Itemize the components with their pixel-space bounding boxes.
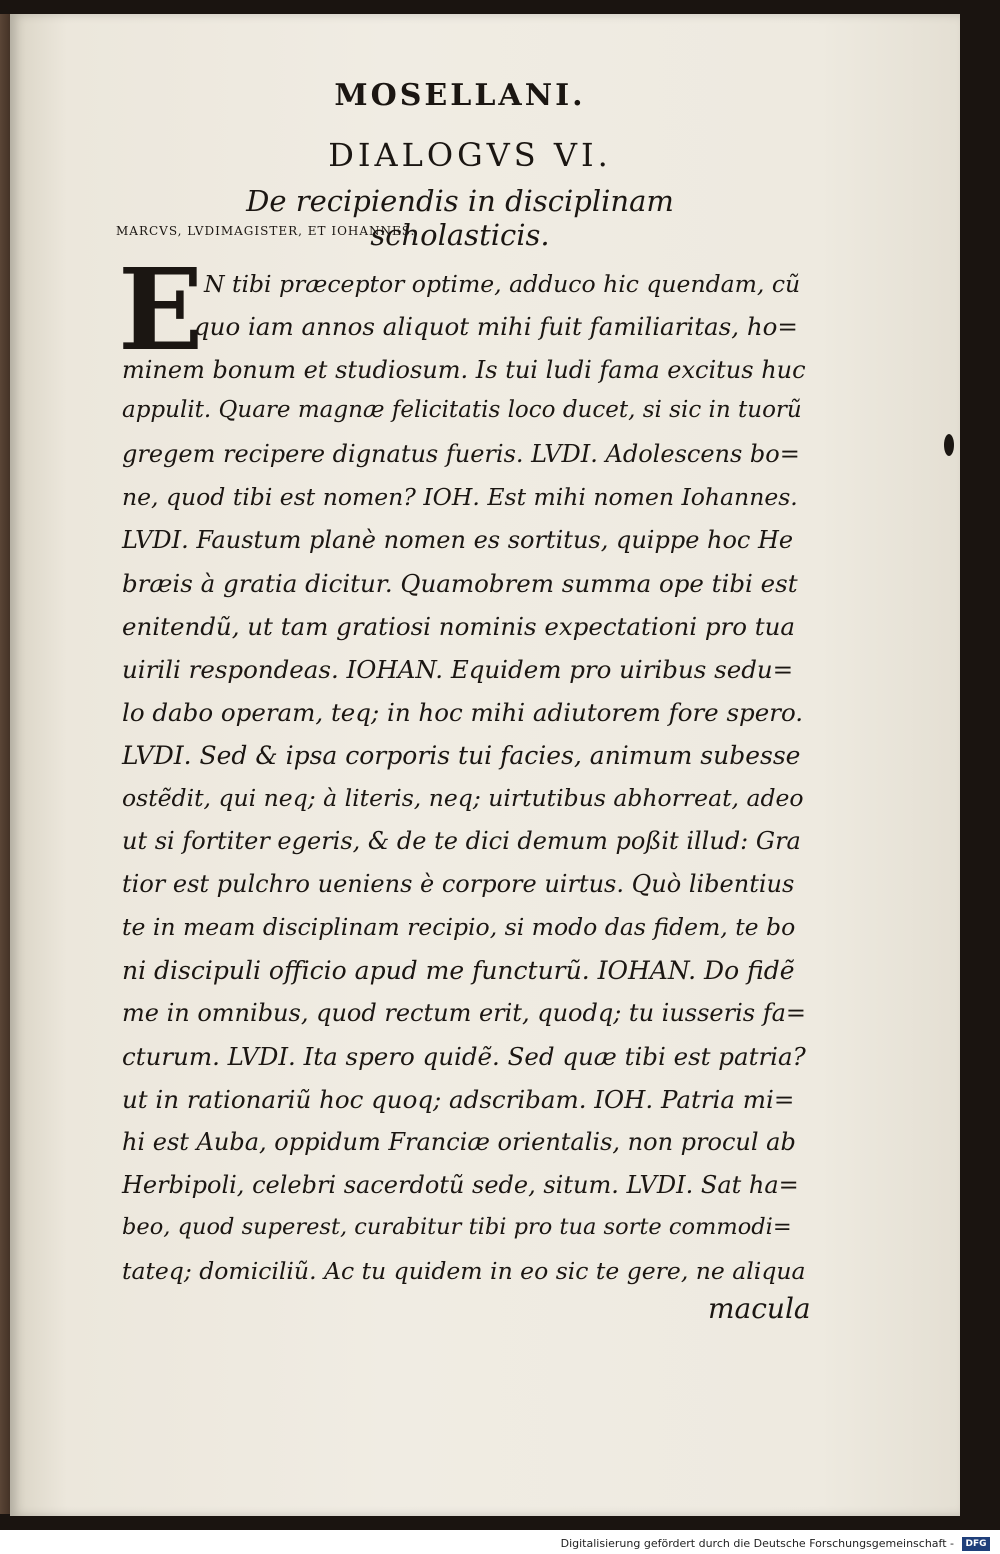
text-line: N tibi præceptor optime, adduco hic quendam, cũ xyxy=(204,270,801,298)
dialog-title: DIALOGVS VI. xyxy=(328,136,612,174)
text-line: appulit. Quare magnæ felicitatis loco ducet, si sic in tuorũ xyxy=(122,397,802,423)
text-line: lo dabo operam, teq; in hoc mihi adiutorem fore spero. xyxy=(122,698,804,727)
text-line: gregem recipere dignatus fueris. LVDI. Adolescens bo= xyxy=(122,440,800,468)
text-line: beo, quod superest, curabitur tibi pro tua sorte commodi= xyxy=(122,1214,792,1240)
text-line: hi est Auba, oppidum Franciæ orientalis, non procul ab xyxy=(122,1128,796,1156)
text-line: uirili respondeas. IOHAN. Equidem pro uiribus sedu= xyxy=(122,655,794,684)
speakers-heading: MARCVS, LVDIMAGISTER, ET IOHANNES. xyxy=(116,224,416,238)
drop-cap: E xyxy=(118,245,204,376)
text-line: ni discipuli officio apud me functurũ. IOHAN. Do fidẽ xyxy=(122,956,795,985)
text-line: ut si fortiter egeris, & de te dici demum poßit illud: Gra xyxy=(122,827,801,855)
text-line: tior est pulchro ueniens è corpore uirtus. Quò libentius xyxy=(122,870,795,898)
text-line: quo iam annos aliquot mihi fuit familiaritas, ho= xyxy=(194,312,798,341)
dfg-logo-icon: DFG xyxy=(962,1537,990,1551)
text-line: LVDI. Sed & ipsa corporis tui facies, animum subesse xyxy=(122,741,801,770)
text-line: Herbipoli, celebri sacerdotũ sede, situm. LVDI. Sat ha= xyxy=(122,1171,799,1199)
text-line: ut in rationariũ hoc quoq; adscribam. IOH. Patria mi= xyxy=(122,1085,795,1114)
dialog-subtitle: De recipiendis in disciplinam scholasticis. xyxy=(246,184,674,252)
funding-credit: Digitalisierung gefördert durch die Deutsche Forschungsgemeinschaft - xyxy=(560,1537,954,1550)
text-line: ne, quod tibi est nomen? IOH. Est mihi nomen Iohannes. xyxy=(122,483,798,511)
text-line: ostẽdit, qui neq; à literis, neq; uirtutibus abhorreat, adeo xyxy=(122,784,804,812)
text-line: minem bonum et studiosum. Is tui ludi fama excitus huc xyxy=(122,356,806,384)
text-line: bræis à gratia dicitur. Quamobrem summa ope tibi est xyxy=(122,569,798,598)
text-line: tateq; domiciliũ. Ac tu quidem in eo sic te gere, ne aliqua xyxy=(122,1257,806,1285)
running-header: MOSELLANI. xyxy=(334,78,586,113)
catchword: macula xyxy=(708,1292,811,1325)
text-line: te in meam disciplinam recipio, si modo das fidem, te bo xyxy=(122,913,796,941)
text-line: cturum. LVDI. Ita spero quidẽ. Sed quæ tibi est patria? xyxy=(122,1042,806,1071)
text-line: LVDI. Faustum planè nomen es sortitus, quippe hoc He xyxy=(122,526,794,554)
text-line: enitendũ, ut tam gratiosi nominis expectationi pro tua xyxy=(122,612,796,641)
ink-blot xyxy=(944,434,954,456)
text-line: me in omnibus, quod rectum erit, quodq; tu iusseris fa= xyxy=(122,999,807,1027)
